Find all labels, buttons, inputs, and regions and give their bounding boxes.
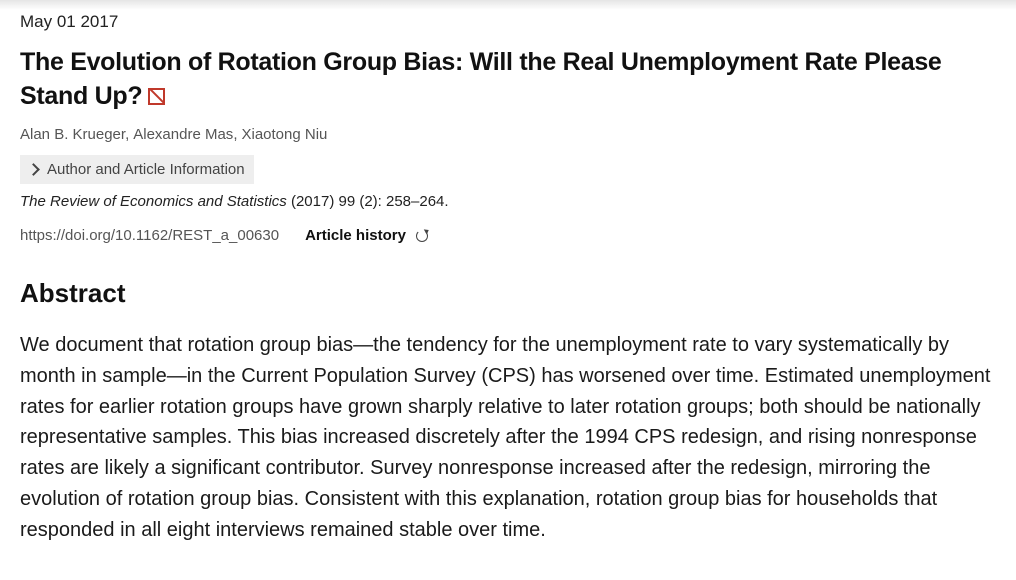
article-title-text: The Evolution of Rotation Group Bias: Will the Real Unemployment Rate Please Stand Up? [20, 48, 942, 110]
abstract-heading: Abstract [20, 278, 126, 308]
info-toggle-label: Author and Article Information [47, 161, 245, 178]
article-title [20, 45, 980, 113]
abstract-text: We document that rotation group bias—the tendency for the unemployment rate to vary systematically by month in sample—in the Current Population Survey (CPS) has worsened over time. Estimated unemployment rates for earlier rotation groups have grown sharply relative to later rotation groups; both should be nationally representative samples. This bias increased discretely after the 1994 CPS redesign, and rising nonresponse rates are likely a significant contributor. Survey nonresponse increased after the redesign, mirroring the evolution of rotation group bias. Consistent with this explanation, rotation group bias for households that responded in all eight interviews remained stable over time. [20, 334, 991, 541]
citation [20, 193, 449, 210]
chevron-right-icon [27, 163, 40, 176]
doi-link[interactable]: https://doi.org/10.1162/REST_a_00630 [20, 227, 280, 244]
top-shadow [0, 0, 1016, 10]
citation-details: (2017) 99 (2): 258–264. [286, 193, 449, 210]
author-link[interactable]: Alexandre Mas [133, 126, 234, 143]
author-link[interactable]: Alan B. Krueger [20, 126, 126, 143]
article-history-button[interactable] [305, 227, 428, 244]
doi-row [20, 227, 428, 244]
pdf-link-icon[interactable] [148, 88, 165, 105]
article-history-label: Article history [305, 227, 406, 244]
publication-date: May 01 2017 [20, 12, 119, 31]
journal-name: The Review of Economics and Statistics [20, 193, 287, 210]
author-article-info-toggle[interactable] [20, 155, 254, 184]
history-icon [416, 230, 428, 242]
author-link[interactable]: Xiaotong Niu [241, 126, 328, 143]
author-separator: , [125, 126, 130, 143]
author-separator: , [233, 126, 238, 143]
author-list [20, 126, 327, 143]
